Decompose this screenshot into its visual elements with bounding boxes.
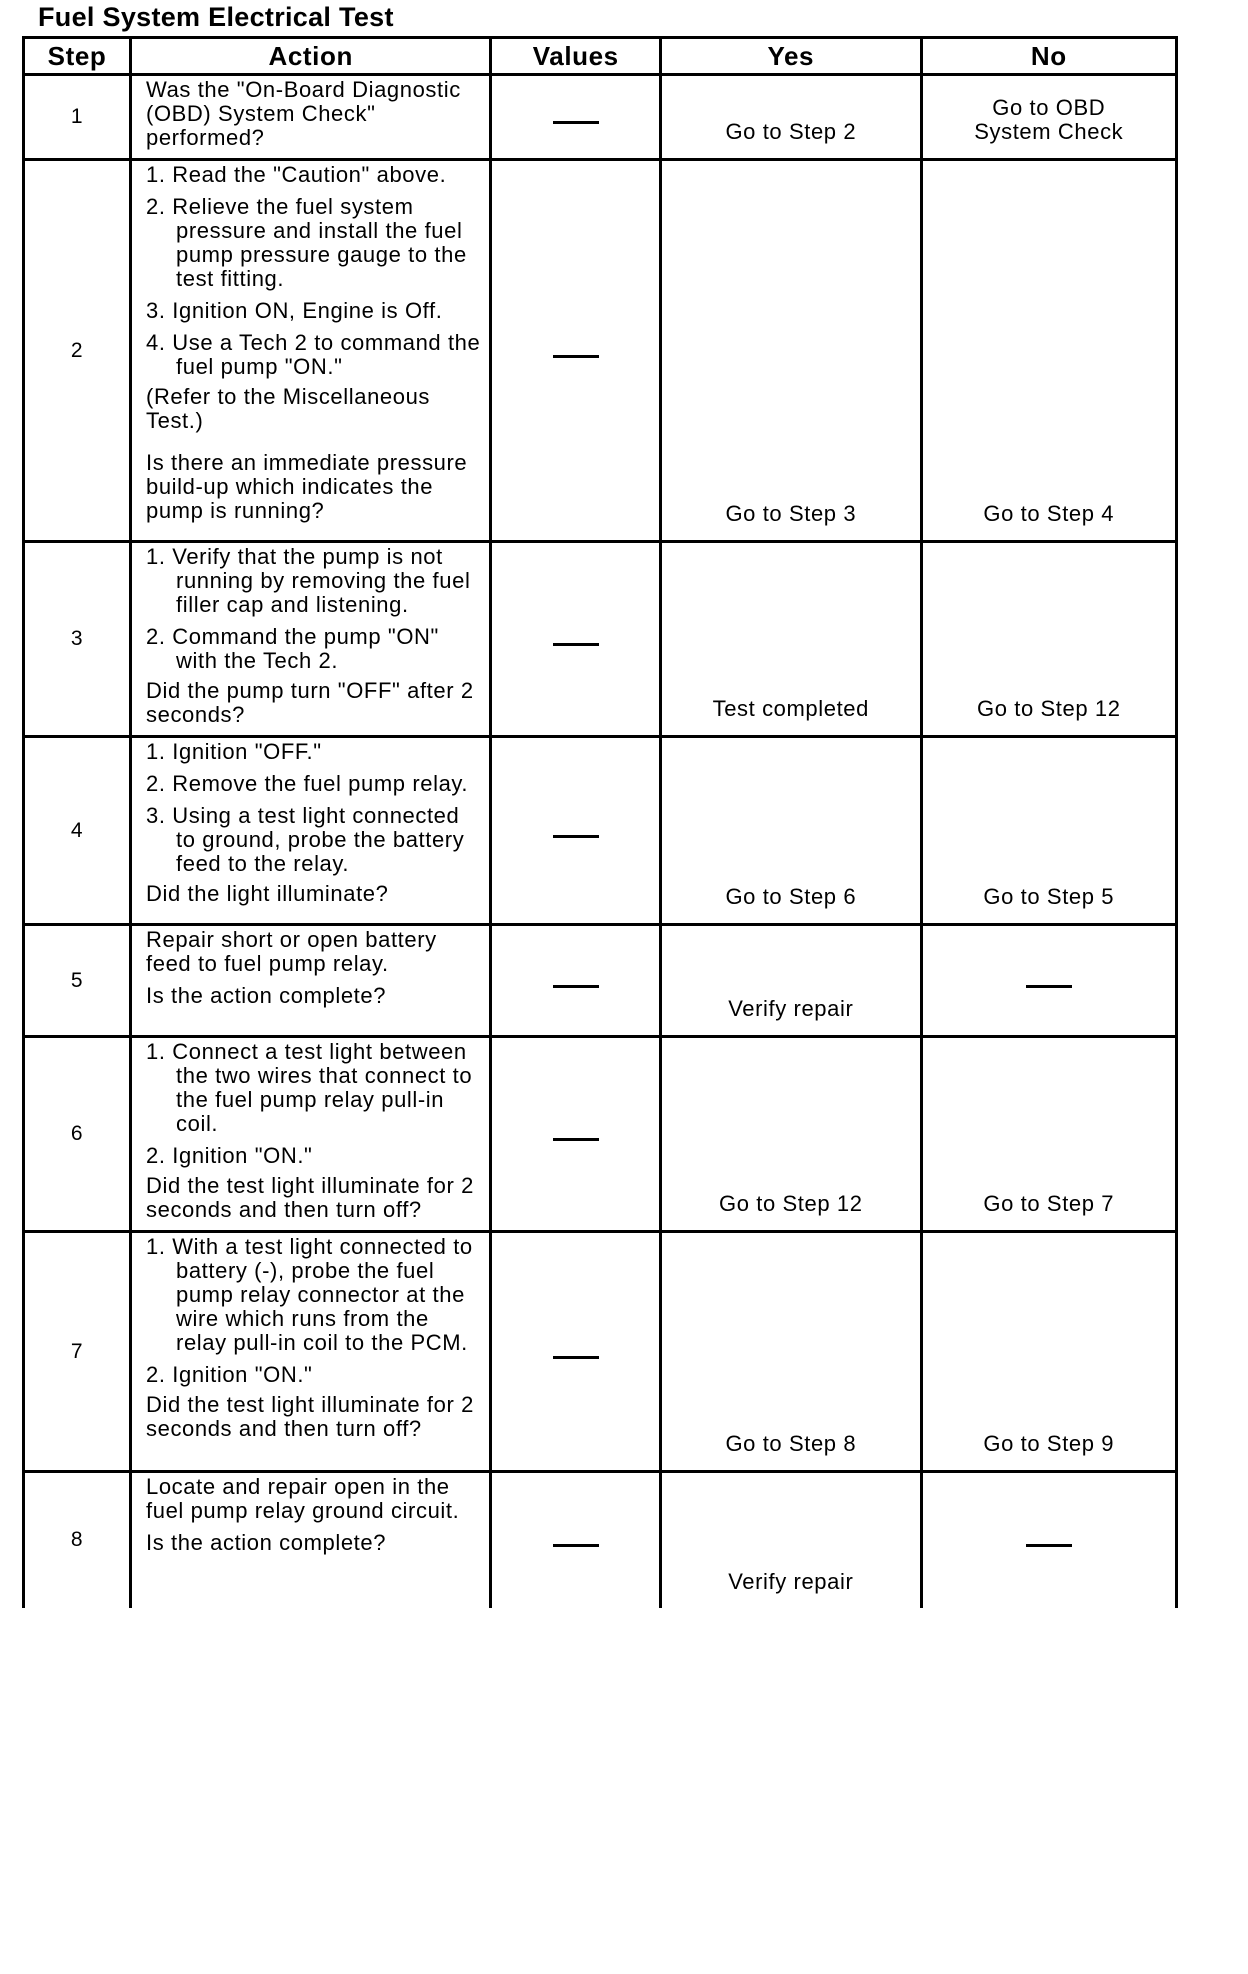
action-question: Is there an immediate pressure build-up which indicates the pump is running? bbox=[146, 450, 468, 523]
action-steps bbox=[146, 740, 481, 876]
header-no: No bbox=[921, 38, 1176, 75]
no-text: Go to OBD System Check bbox=[974, 95, 1124, 144]
action-cell bbox=[131, 75, 491, 160]
action-steps bbox=[146, 1040, 481, 1168]
action-text: Repair short or open battery feed to fuel pump relay. bbox=[146, 927, 437, 976]
action-question: Did the light illuminate? bbox=[146, 881, 389, 906]
no-cell: Go to Step 9 bbox=[921, 1232, 1176, 1472]
action-cell bbox=[131, 737, 491, 925]
no-value-dash bbox=[1026, 985, 1072, 988]
header-action: Action bbox=[131, 38, 491, 75]
action-question: Is the action complete? bbox=[146, 1530, 387, 1555]
yes-cell: Go to Step 6 bbox=[661, 737, 921, 925]
action-question: Was the "On-Board Diagnostic (OBD) System Check" performed? bbox=[146, 77, 461, 150]
yes-cell: Go to Step 3 bbox=[661, 160, 921, 542]
action-cell bbox=[131, 542, 491, 737]
step-number: 4 bbox=[24, 737, 131, 925]
step-number: 1 bbox=[24, 75, 131, 160]
action-cell bbox=[131, 160, 491, 542]
header-values: Values bbox=[491, 38, 661, 75]
action-step: 1. Ignition "OFF." bbox=[146, 739, 322, 764]
no-value-dash bbox=[553, 643, 599, 646]
action-step: 3. Using a test light connected to ground, probe the battery feed to the relay. bbox=[146, 803, 465, 876]
step-number: 6 bbox=[24, 1037, 131, 1232]
step-number: 5 bbox=[24, 925, 131, 1037]
no-cell: Go to Step 4 bbox=[921, 160, 1176, 542]
no-value-dash bbox=[553, 1138, 599, 1141]
action-question: Is the action complete? bbox=[146, 983, 387, 1008]
no-cell bbox=[921, 75, 1176, 160]
action-cell bbox=[131, 1037, 491, 1232]
action-note: (Refer to the Miscellaneous Test.) bbox=[146, 384, 431, 433]
action-cell bbox=[131, 925, 491, 1037]
no-value-dash bbox=[553, 355, 599, 358]
action-step: 2. Remove the fuel pump relay. bbox=[146, 771, 469, 796]
values-cell bbox=[491, 542, 661, 737]
action-question: Did the test light illuminate for 2 seconds and then turn off? bbox=[146, 1392, 474, 1441]
action-step: 4. Use a Tech 2 to command the fuel pump "ON." bbox=[146, 330, 481, 379]
values-cell bbox=[491, 1232, 661, 1472]
action-step: 1. Verify that the pump is not running by removing the fuel filler cap and listening. bbox=[146, 544, 471, 617]
action-steps bbox=[146, 163, 481, 379]
no-cell bbox=[921, 925, 1176, 1037]
no-cell: Go to Step 5 bbox=[921, 737, 1176, 925]
yes-cell: Go to Step 8 bbox=[661, 1232, 921, 1472]
values-cell bbox=[491, 75, 661, 160]
action-cell bbox=[131, 1232, 491, 1472]
action-step: 1. Read the "Caution" above. bbox=[146, 162, 447, 187]
table-row bbox=[24, 1472, 1177, 1608]
no-cell bbox=[921, 1472, 1176, 1608]
header-row bbox=[24, 38, 1177, 75]
values-cell bbox=[491, 1037, 661, 1232]
table-row bbox=[24, 925, 1177, 1037]
action-step: 3. Ignition ON, Engine is Off. bbox=[146, 298, 443, 323]
page-title: Fuel System Electrical Test bbox=[38, 2, 394, 32]
table-row bbox=[24, 1037, 1177, 1232]
no-value-dash bbox=[553, 121, 599, 124]
header-yes: Yes bbox=[661, 38, 921, 75]
values-cell bbox=[491, 737, 661, 925]
yes-cell: Verify repair bbox=[661, 925, 921, 1037]
action-step: 2. Ignition "ON." bbox=[146, 1143, 313, 1168]
no-value-dash bbox=[553, 985, 599, 988]
step-number: 2 bbox=[24, 160, 131, 542]
step-number: 3 bbox=[24, 542, 131, 737]
no-value-dash bbox=[553, 835, 599, 838]
step-number: 8 bbox=[24, 1472, 131, 1608]
no-value-dash bbox=[553, 1544, 599, 1547]
no-value-dash bbox=[1026, 1544, 1072, 1547]
action-step: 1. With a test light connected to battery (-), probe the fuel pump relay connector at the wire which runs from the relay pull-in coil to the PCM. bbox=[146, 1234, 473, 1355]
diagnostic-table bbox=[22, 36, 1178, 1608]
no-cell: Go to Step 12 bbox=[921, 542, 1176, 737]
yes-cell: Verify repair bbox=[661, 1472, 921, 1608]
header-step: Step bbox=[24, 38, 131, 75]
action-step: 2. Relieve the fuel system pressure and install the fuel pump pressure gauge to the test fitting. bbox=[146, 194, 467, 291]
action-steps bbox=[146, 545, 481, 673]
yes-cell: Go to Step 2 bbox=[661, 75, 921, 160]
action-question: Did the test light illuminate for 2 seconds and then turn off? bbox=[146, 1173, 474, 1222]
action-step: 1. Connect a test light between the two wires that connect to the fuel pump relay pull-in coil. bbox=[146, 1039, 473, 1136]
no-value-dash bbox=[553, 1356, 599, 1359]
action-steps bbox=[146, 1235, 481, 1387]
table-row bbox=[24, 1232, 1177, 1472]
values-cell bbox=[491, 1472, 661, 1608]
no-cell: Go to Step 7 bbox=[921, 1037, 1176, 1232]
table-row bbox=[24, 75, 1177, 160]
action-step: 2. Ignition "ON." bbox=[146, 1362, 313, 1387]
action-question: Did the pump turn "OFF" after 2 seconds? bbox=[146, 678, 474, 727]
table-row bbox=[24, 737, 1177, 925]
table-row bbox=[24, 160, 1177, 542]
values-cell bbox=[491, 925, 661, 1037]
table-row bbox=[24, 542, 1177, 737]
action-cell bbox=[131, 1472, 491, 1608]
action-text: Locate and repair open in the fuel pump relay ground circuit. bbox=[146, 1474, 460, 1523]
yes-cell: Test completed bbox=[661, 542, 921, 737]
values-cell bbox=[491, 160, 661, 542]
step-number: 7 bbox=[24, 1232, 131, 1472]
yes-cell: Go to Step 12 bbox=[661, 1037, 921, 1232]
action-step: 2. Command the pump "ON" with the Tech 2. bbox=[146, 624, 439, 673]
